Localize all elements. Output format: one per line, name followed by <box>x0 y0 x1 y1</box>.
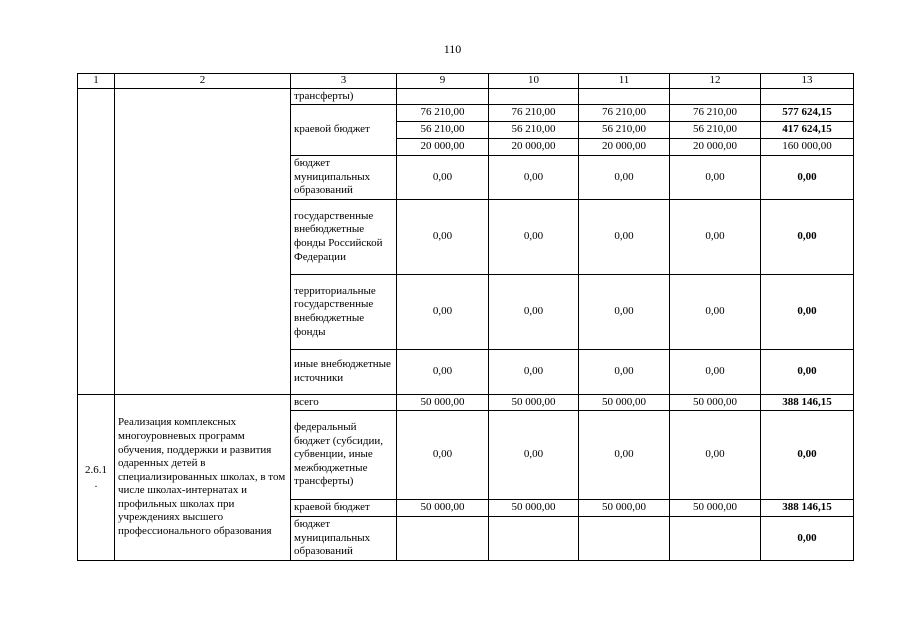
value-cell: 50 000,00 <box>489 395 579 411</box>
row-label: трансферты) <box>291 89 397 105</box>
value-cell: 0,00 <box>489 200 579 275</box>
value-cell: 56 210,00 <box>489 122 579 139</box>
value-cell: 0,00 <box>397 156 489 200</box>
row-label: территориальные государственные внебюджетные фонды <box>291 275 397 350</box>
header-cell: 9 <box>397 74 489 89</box>
value-cell <box>670 517 761 561</box>
value-cell: 0,00 <box>489 156 579 200</box>
value-cell: 56 210,00 <box>670 122 761 139</box>
header-cell: 11 <box>579 74 670 89</box>
item-id-mark: . <box>94 477 98 490</box>
value-cell: 20 000,00 <box>579 139 670 156</box>
value-cell: 0,00 <box>397 200 489 275</box>
row-label: иные внебюджетные источники <box>291 350 397 395</box>
item-id: 2.6.1 <box>85 463 107 476</box>
row-label: краевой бюджет <box>291 105 397 156</box>
value-cell: 0,00 <box>579 156 670 200</box>
value-cell: 0,00 <box>670 411 761 500</box>
value-cell <box>579 517 670 561</box>
table-row <box>78 395 854 411</box>
value-cell: 0,00 <box>397 350 489 395</box>
item-id-cell <box>78 395 115 561</box>
header-cell: 13 <box>761 74 854 89</box>
value-cell: 50 000,00 <box>579 500 670 517</box>
total-cell: 388 146,15 <box>761 500 854 517</box>
header-cell: 2 <box>115 74 291 89</box>
value-cell: 76 210,00 <box>579 105 670 122</box>
id-cell-empty <box>78 89 115 395</box>
value-cell: 0,00 <box>397 275 489 350</box>
table-row <box>78 89 854 105</box>
value-cell: 0,00 <box>579 411 670 500</box>
value-cell: 50 000,00 <box>397 395 489 411</box>
value-cell: 20 000,00 <box>397 139 489 156</box>
total-cell: 0,00 <box>761 350 854 395</box>
total-cell: 577 624,15 <box>761 105 854 122</box>
value-cell: 56 210,00 <box>579 122 670 139</box>
value-cell: 0,00 <box>489 411 579 500</box>
row-label: федеральный бюджет (субсидии, субвенции, иные межбюджетные трансферты) <box>291 411 397 500</box>
row-label: бюджет муниципальных образований <box>291 517 397 561</box>
value-cell: 0,00 <box>670 200 761 275</box>
value-cell: 50 000,00 <box>670 500 761 517</box>
value-cell: 0,00 <box>397 411 489 500</box>
value-cell: 76 210,00 <box>489 105 579 122</box>
header-cell: 10 <box>489 74 579 89</box>
total-cell: 417 624,15 <box>761 122 854 139</box>
row-label: бюджет муниципальных образований <box>291 156 397 200</box>
row-label: государственные внебюджетные фонды Российской Федерации <box>291 200 397 275</box>
value-cell: 0,00 <box>579 350 670 395</box>
value-cell <box>397 517 489 561</box>
value-cell: 0,00 <box>579 275 670 350</box>
value-cell: 20 000,00 <box>670 139 761 156</box>
row-label: краевой бюджет <box>291 500 397 517</box>
total-cell: 0,00 <box>761 156 854 200</box>
item-description: Реализация комплексных многоуровневых программ обучения, поддержки и развития одаренных детей в специализированных школах, в том числе школах-интернатах и профильных школах при учреждениях высшего профессионального образования <box>115 395 291 561</box>
header-cell: 12 <box>670 74 761 89</box>
value-cell: 76 210,00 <box>670 105 761 122</box>
row-label: всего <box>291 395 397 411</box>
value-cell: 50 000,00 <box>397 500 489 517</box>
header-cell: 3 <box>291 74 397 89</box>
value-cell: 0,00 <box>670 350 761 395</box>
budget-table <box>77 73 854 561</box>
value-cell: 50 000,00 <box>579 395 670 411</box>
value-cell: 0,00 <box>579 200 670 275</box>
value-cell: 0,00 <box>489 350 579 395</box>
value-cell: 50 000,00 <box>489 500 579 517</box>
value-cell: 20 000,00 <box>489 139 579 156</box>
total-cell: 0,00 <box>761 200 854 275</box>
total-cell: 0,00 <box>761 275 854 350</box>
total-cell: 0,00 <box>761 411 854 500</box>
value-cell: 0,00 <box>489 275 579 350</box>
desc-cell-empty <box>115 89 291 395</box>
value-cell: 0,00 <box>670 275 761 350</box>
header-cell: 1 <box>78 74 115 89</box>
value-cell: 50 000,00 <box>670 395 761 411</box>
value-cell: 76 210,00 <box>397 105 489 122</box>
value-cell <box>489 517 579 561</box>
value-cell: 0,00 <box>670 156 761 200</box>
page-number: 110 <box>443 42 462 56</box>
value-cell: 56 210,00 <box>397 122 489 139</box>
total-cell: 388 146,15 <box>761 395 854 411</box>
total-cell: 0,00 <box>761 517 854 561</box>
header-row <box>78 74 854 89</box>
total-cell: 160 000,00 <box>761 139 854 156</box>
